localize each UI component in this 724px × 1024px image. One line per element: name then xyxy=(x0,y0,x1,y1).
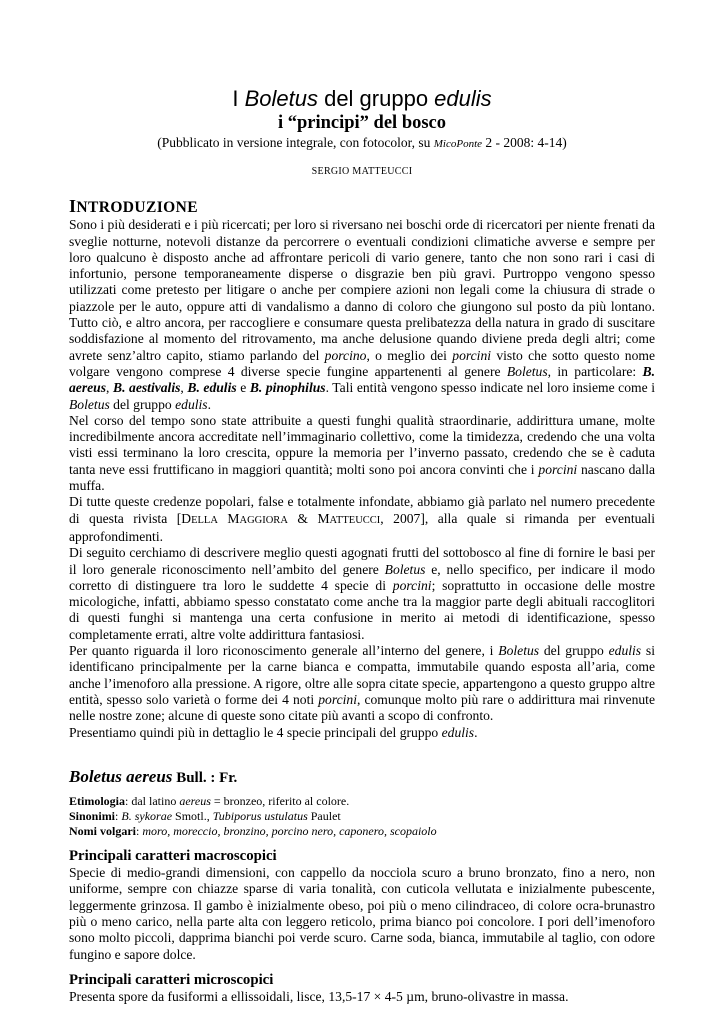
intro-heading: INTRODUZIONE xyxy=(69,196,198,216)
publication-note: (Pubblicato in versione integrale, con fotocolor, su MicoPonte 2 - 2008: 4-14) xyxy=(157,135,567,150)
synonyms-line: Sinonimi: B. sykorae Smotl., Tubiporus ustulatus Paulet xyxy=(69,809,341,824)
micro-heading: Principali caratteri microscopici xyxy=(69,971,274,988)
author-name: SERGIO MATTEUCCI xyxy=(311,166,413,177)
common-names-line: Nomi volgari: moro, moreccio, bronzino, porcino nero, caponero, scopaiolo xyxy=(69,824,437,839)
article-subtitle: i “principi” del bosco xyxy=(277,113,447,133)
intro-paragraph-5: Per quanto riguarda il loro riconoscimento generale all’interno del genere, i Boletus del gruppo edulis si identificano principalmente per la carne bianca e compatta, immutabile quando esposta all’aria, come anche l’imenoforo alla pressione. A rigore, oltre alle sopra citate specie, appartengono a questo gruppo altre entità, spesso solo varietà o forme dei 4 noti porcini, comunque molto più rare o addirittura mai rinvenute nelle nostre zone; alcune di queste sono citate più avanti a scopo di confronto. xyxy=(69,643,655,724)
article-body xyxy=(69,198,655,1005)
intro-paragraph-6: Presentiamo quindi più in dettaglio le 4 specie principali del gruppo edulis. xyxy=(69,724,478,740)
intro-paragraph-1: Sono i più desiderati e i più ricercati; per loro si riversano nei boschi orde di ricercatori per niente frenati da sveglie notturne, notevoli distanze da percorrere o eventuali condizioni climatiche avverse e sempre per loro qualcuno è disposto anche ad affrontare pericoli di vario genere, tanto che non sono rari i casi di infortunio, persone temporaneamente disperse o disgrazie ben più gravi. Purtroppo vengono spesso utilizzati come pretesto per litigare o anche per compiere azioni non legali come la chiusura di strade o piazzole per le auto, oppure atti di vandalismo a danno di coloro che giungono sul posto da più lontano. Tutto ciò, e altro ancora, per raccogliere e consumare questa prelibatezza della natura in grado di suscitare soddisfazione al momento del ritrovamento, ma anche delusione quando diviene preda degli altri; come avrete senz’altro capito, stiamo parlando del porcino, o meglio dei porcini visto che sotto questo nome volgare vengono comprese 4 diverse specie fungine appartenenti al genere Boletus, in particolare: B. aereus, B. aestivalis, B. edulis e B. pinophilus. Tali entità vengono spesso indicate nel loro insieme come i Boletus del gruppo edulis. xyxy=(69,217,655,412)
intro-paragraph-2: Nel corso del tempo sono state attribuite a questi funghi qualità straordinarie, addirittura umane, molte incredibilmente ancora accreditate nell’immaginario collettivo, come la timidezza, credendo che una volta visti essi terminano la loro crescita, oppure la memoria per l’inverno passato, credendo che se è caduta tanta neve essi fruttificano in maggiori quantità; molti sono poi ancora convinti che i porcini nascano dalla muffa. xyxy=(69,412,655,494)
macro-heading: Principali caratteri macroscopici xyxy=(69,848,277,865)
species-name: Boletus aereus xyxy=(69,766,173,786)
species-metadata xyxy=(69,794,655,839)
article-header xyxy=(0,86,724,177)
species-heading xyxy=(69,766,655,786)
etymology-line: Etimologia: dal latino aereus = bronzeo, riferito al colore. xyxy=(69,794,350,809)
intro-paragraph-4: Di seguito cerchiamo di descrivere meglio questi agognati frutti del sottobosco al fine di fornire le basi per il loro generale riconoscimento nell’ambito del genere Boletus e, nello specifico, per indicare il modo corretto di distinguere tra loro le suddette 4 specie di porcini; soprattutto in occasione delle mostre micologiche, infatti, abbiamo spesso constatato come anche tra la maggior parte degli abituali raccoglitori di questi funghi si mantenga una certa confusione in merito ai metodi di identificazione, spesso completamente errati, altre volte addirittura fantasiosi. xyxy=(69,545,655,642)
journal-name: MicoPonte xyxy=(433,138,483,150)
article-title: I Boletus del gruppo edulis xyxy=(232,86,492,111)
macro-paragraph: Specie di medio-grandi dimensioni, con cappello da nocciola scuro a bruno bronzato, fino a nero, non uniforme, sempre con chiazze sparse di varia tonalità, con cuticola vellutata e inizialmente pubescente, leggermente grinzosa. Il gambo è inizialmente obeso, poi più o meno cilindraceo, di colore ocra-brunastro più o meno carico, nella parte alta con leggero reticolo, prima bianco poi concolore. I pori dell’imenoforo sono molto piccoli, dapprima bianchi poi verde scuro. Carne soda, bianca, immutabile al taglio, con odore fungino e sapore dolce. xyxy=(69,865,655,962)
micro-paragraph: Presenta spore da fusiformi a ellissoidali, lisce, 13,5-17 × 4-5 µm, bruno-olivastre in massa. xyxy=(69,988,569,1004)
title-species: edulis xyxy=(434,86,492,111)
species-authority: Bull. : Fr. xyxy=(172,769,238,786)
intro-paragraph-3: Di tutte queste credenze popolari, false e totalmente infondate, abbiamo già parlato nel numero precedente di questa rivista [DELLA MAGGIORA & MATTEUCCI, 2007], alla quale si rimanda per eventuali approfondimenti. xyxy=(69,494,655,544)
title-genus: Boletus xyxy=(244,86,318,111)
